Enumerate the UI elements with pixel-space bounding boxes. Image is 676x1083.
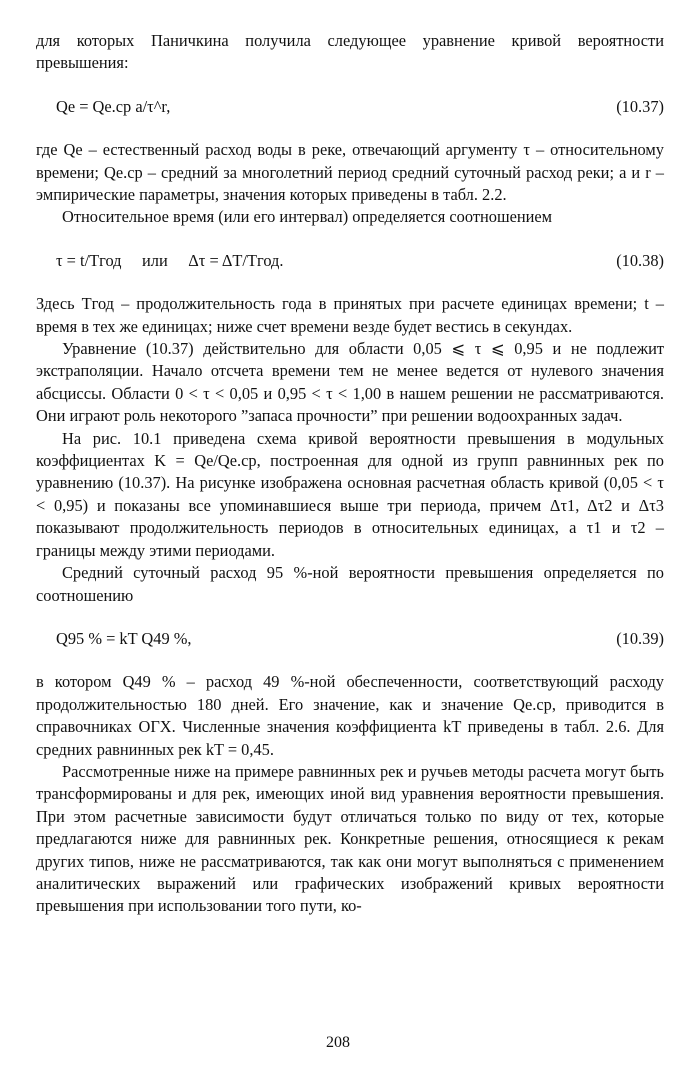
equation-10-37 xyxy=(36,96,664,118)
equation-number: (10.39) xyxy=(616,628,664,648)
paragraph-definitions: где Qе – естественный расход воды в реке, отвечающий аргументу τ – относительному времени; Qе.ср – средний за многолетний период средний суточный расход реки; a и r – эмпирические параметры, значения которых приведены в табл. 2.2. xyxy=(36,140,664,205)
paragraph-validity: Уравнение (10.37) действительно для области 0,05 ⩽ τ ⩽ 0,95 и не подлежит экстраполяции. Начало отсчета времени тем не менее ведется от нулевого значения абсциссы. Области 0 < τ < 0,05 и 0,95 < τ < 1,00 в нашем решении не рассматриваются. Они играют роль некоторого ”запаса прочности” при решении водоохранных задач. xyxy=(36,339,664,426)
equation-number: (10.38) xyxy=(616,250,664,270)
paragraph-methods: Рассмотренные ниже на примере равнинных рек и ручьев методы расчета могут быть трансформированы и для рек, имеющих иной вид уравнения вероятности превышения. При этом расчетные зависимости будут отличаться только по виду от тех, которые предлагаются ниже для равнинных рек. Конкретные решения, относящиеся к рекам других типов, ниже не рассматриваются, так как они могут выполняться с применением аналитических выражений или графических изображений кривых вероятности превышения при использовании того пути, ко- xyxy=(36,761,664,916)
equation-formula: Q95 % = kT Q49 %, xyxy=(56,628,192,648)
equation-number: (10.37) xyxy=(616,96,664,116)
paragraph-relative-time: Относительное время (или его интервал) определяется соотношением xyxy=(62,207,553,227)
paragraph-figure: На рис. 10.1 приведена схема кривой вероятности превышения в модульных коэффициентах K = Qе/Qе.ср, построенная для одной из групп равнинных рек по уравнению (10.37). На рисунке изображена основная расчетная область кривой (0,05 < τ < 0,95) и показаны все упоминавшиеся выше три периода, причем Δτ1, Δτ2 и Δτ3 показывают продолжительность периодов в относительных единицах, а τ1 и τ2 – границы между этими периодами. xyxy=(36,428,664,560)
equation-10-39 xyxy=(36,628,664,650)
equation-10-38 xyxy=(36,250,664,272)
equation-formula: τ = t/Tгод или Δτ = ΔT/Tгод. xyxy=(56,250,284,270)
equation-formula: Qе = Qе.ср a/τ^r, xyxy=(56,96,171,116)
paragraph-intro: для которых Паничкина получила следующее уравнение кривой вероятности превышения: xyxy=(36,31,664,73)
paragraph-q95: Средний суточный расход 95 %-ной вероятности превышения определяется по соотношению xyxy=(36,563,664,605)
paragraph-tgod: Здесь Tгод – продолжительность года в принятых при расчете единицах времени; t – время в тех же единицах; ниже счет времени везде будет вестись в секундах. xyxy=(36,294,664,336)
page-number: 208 xyxy=(326,1034,350,1051)
paragraph-q49: в котором Q49 % – расход 49 %-ной обеспеченности, соответствующий расходу продолжительностью 180 дней. Его значение, как и значение Qе.ср, приводится в справочниках ОГХ. Численные значения коэффициента kT приведены в табл. 2.6. Для средних равнинных рек kT = 0,45. xyxy=(36,672,664,759)
page-content xyxy=(36,30,664,918)
